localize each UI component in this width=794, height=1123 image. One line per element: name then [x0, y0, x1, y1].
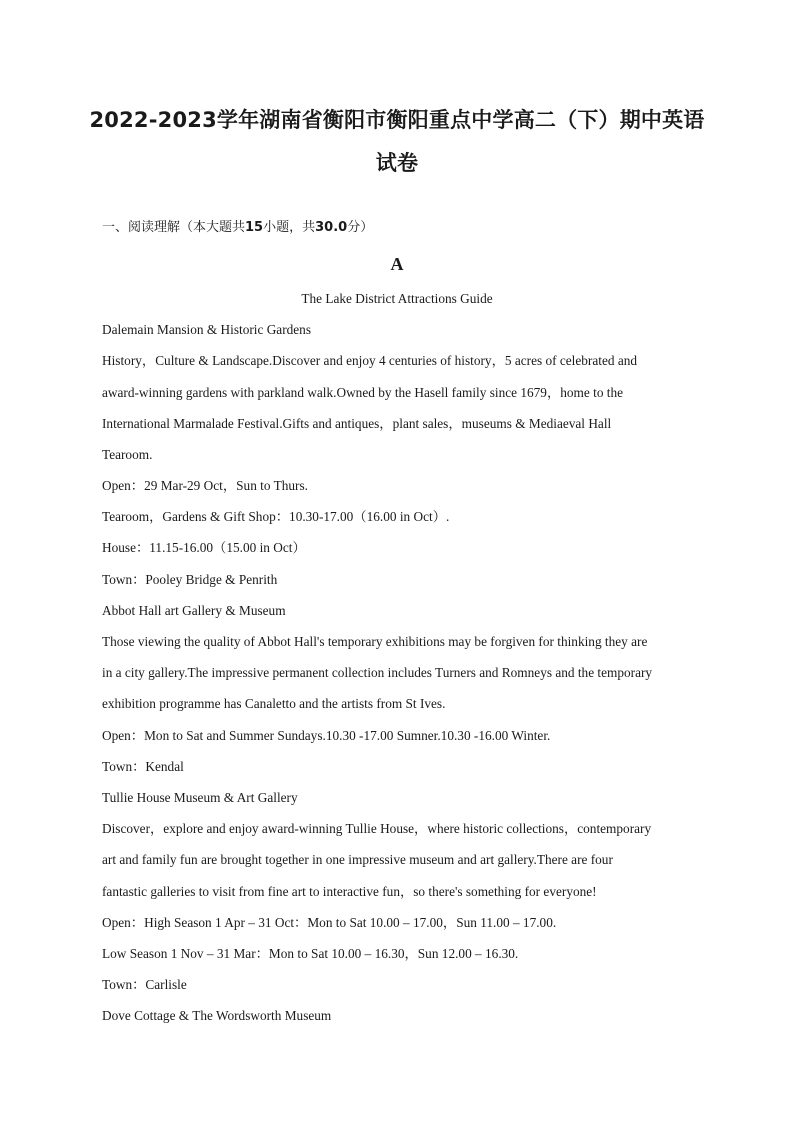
- text-line: fantastic galleries to visit from fine art to interactive fun，so there's something for everyone!: [102, 884, 597, 899]
- text-line: Tullie House Museum & Art Gallery: [102, 790, 298, 805]
- text-line: Town：Carlisle: [102, 977, 187, 992]
- text-line: art and family fun are brought together in one impressive museum and art gallery.There are four: [102, 852, 613, 867]
- section-heading-mid: 小题，共: [263, 220, 316, 235]
- text-line: Open：High Season 1 Apr – 31 Oct：Mon to Sat 10.00 – 17.00，Sun 11.00 – 17.00.: [102, 915, 557, 930]
- text-line: Tearoom.: [102, 447, 153, 462]
- passage-letter: A: [390, 254, 404, 274]
- document-title-line-1: 2022-2023学年湖南省衡阳市衡阳重点中学高二（下）期中英语: [89, 108, 705, 132]
- text-line: exhibition programme has Canaletto and the artists from St Ives.: [102, 696, 446, 711]
- text-line: Tearoom，Gardens & Gift Shop：10.30-17.00（16.00 in Oct）.: [102, 509, 450, 524]
- text-line: House：11.15-16.00（15.00 in Oct）: [102, 540, 306, 555]
- text-line: International Marmalade Festival.Gifts and antiques，plant sales，museums & Mediaeval Hall: [102, 416, 612, 431]
- section-score: 30.0: [315, 220, 348, 235]
- text-line: Open：Mon to Sat and Summer Sundays.10.30 -17.00 Sumner.10.30 -16.00 Winter.: [102, 728, 551, 743]
- text-line: Dalemain Mansion & Historic Gardens: [102, 322, 312, 337]
- section-heading-suffix: 分）: [347, 220, 374, 235]
- text-line: Low Season 1 Nov – 31 Mar：Mon to Sat 10.00 – 16.30，Sun 12.00 – 16.30.: [102, 946, 519, 961]
- section-heading-prefix: 一、阅读理解（本大题共: [102, 220, 246, 235]
- text-line: Discover，explore and enjoy award-winning Tullie House，where historic collections，contemporary: [102, 821, 652, 836]
- text-line: Town：Kendal: [102, 759, 184, 774]
- text-line: in a city gallery.The impressive permanent collection includes Turners and Romneys and the temporary: [102, 665, 653, 680]
- document-title-line-2: 试卷: [375, 151, 419, 175]
- question-count: 15: [245, 220, 264, 235]
- section-heading: [102, 216, 373, 235]
- guide-title: The Lake District Attractions Guide: [301, 291, 493, 306]
- text-line: award-winning gardens with parkland walk.Owned by the Hasell family since 1679，home to the: [102, 385, 624, 400]
- text-line: Town：Pooley Bridge & Penrith: [102, 572, 278, 587]
- text-line: History，Culture & Landscape.Discover and enjoy 4 centuries of history，5 acres of celebrated and: [102, 353, 638, 368]
- text-line: Open：29 Mar-29 Oct，Sun to Thurs.: [102, 478, 308, 493]
- text-line: Dove Cottage & The Wordsworth Museum: [102, 1008, 332, 1023]
- text-line: Those viewing the quality of Abbot Hall's temporary exhibitions may be forgiven for thinking they are: [102, 634, 648, 649]
- text-line: Abbot Hall art Gallery & Museum: [102, 603, 286, 618]
